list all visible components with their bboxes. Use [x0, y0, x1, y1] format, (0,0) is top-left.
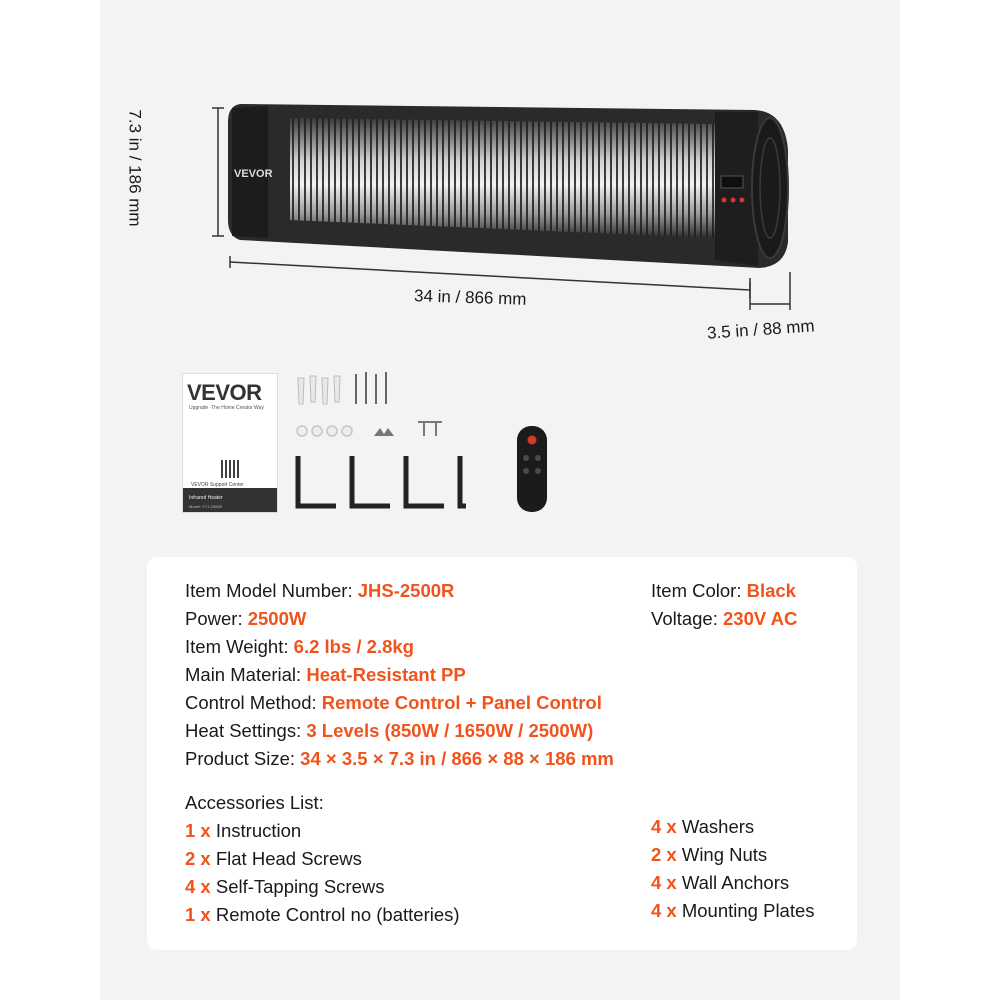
spec-row-label: Control Method:	[185, 692, 322, 713]
spec-row	[185, 720, 593, 742]
spec-row-value: 3 Levels (850W / 1650W / 2500W)	[306, 720, 594, 741]
depth-label: 3.5 in / 88 mm	[706, 316, 816, 343]
wall-anchor-icons	[298, 376, 340, 404]
accessory-item-right-label: 4 x	[651, 872, 677, 893]
spec-row-label: Product Size:	[185, 748, 301, 769]
accessory-item	[185, 848, 362, 870]
spec-row-value: 34 × 3.5 × 7.3 in / 866 × 88 × 186 mm	[300, 748, 614, 769]
spec-row-value: JHS-2500R	[357, 580, 455, 601]
spec-row	[185, 748, 614, 770]
heater-fan-grill	[752, 118, 788, 258]
spec-row-right	[651, 580, 796, 602]
accessory-item-value: Flat Head Screws	[210, 848, 362, 869]
accessory-item-right	[651, 816, 754, 838]
accessory-item-right-value: Wall Anchors	[676, 872, 790, 893]
flat-head-screw-icons	[418, 422, 442, 436]
spec-row-label: Power:	[185, 608, 248, 629]
accessory-item-right-label: 4 x	[651, 900, 677, 921]
heater-grille	[290, 118, 715, 238]
manual-tagline: Upgrade ·The Home Creator Way	[189, 405, 264, 411]
control-button-1	[722, 198, 727, 203]
spec-row	[185, 636, 414, 658]
accessory-item	[185, 904, 460, 926]
height-label: 7.3 in / 186 mm	[125, 109, 145, 227]
spec-row-right-label: Item Color:	[651, 580, 747, 601]
spec-row	[185, 608, 306, 630]
manual-model: Model: YTJ-2500R	[189, 504, 223, 509]
accessory-item-value: Instruction	[210, 820, 302, 841]
instruction-manual	[182, 373, 278, 513]
hardware-accessories	[290, 370, 470, 520]
accessory-item-label: 4 x	[185, 876, 211, 897]
accessory-item	[185, 820, 301, 842]
width-label: 34 in / 866 mm	[413, 286, 527, 309]
accessory-item-right	[651, 900, 815, 922]
washer-icons	[297, 426, 352, 436]
accessory-item-right-label: 4 x	[651, 816, 677, 837]
spec-row-right-value: Black	[746, 580, 796, 601]
accessory-item	[185, 876, 385, 898]
control-button-3	[740, 198, 745, 203]
spec-row-label: Item Weight:	[185, 636, 294, 657]
control-button-2	[731, 198, 736, 203]
wing-nut-icons	[374, 428, 394, 436]
accessory-item-label: 1 x	[185, 820, 211, 841]
spec-row-right-value: 230V AC	[723, 608, 798, 629]
spec-row-value: 6.2 lbs / 2.8kg	[293, 636, 414, 657]
accessory-item-right	[651, 844, 767, 866]
spec-row	[185, 692, 602, 714]
accessory-item-label: 2 x	[185, 848, 211, 869]
manual-brand: VEVOR	[187, 380, 262, 405]
spec-row-value: 2500W	[247, 608, 307, 629]
spec-row-right	[651, 608, 797, 630]
spec-row	[185, 664, 466, 686]
remote-control-icon	[516, 425, 548, 513]
accessory-item-right-value: Wing Nuts	[676, 844, 768, 865]
spec-row-value: Remote Control + Panel Control	[321, 692, 602, 713]
spec-row-label: Item Model Number:	[185, 580, 358, 601]
mounting-plate-icons	[298, 456, 466, 506]
spec-row-label: Heat Settings:	[185, 720, 307, 741]
screw-icons	[356, 372, 386, 404]
accessory-item-right-value: Mounting Plates	[676, 900, 815, 921]
width-dimension-line	[230, 262, 750, 290]
accessories-title: Accessories List:	[185, 792, 324, 813]
control-display	[721, 176, 743, 188]
accessory-item-right	[651, 872, 789, 894]
qr-code-icon	[221, 460, 239, 478]
spec-row	[185, 580, 454, 602]
spec-row-right-label: Voltage:	[651, 608, 724, 629]
accessory-item-label: 1 x	[185, 904, 211, 925]
spec-row-value: Heat-Resistant PP	[306, 664, 466, 685]
accessory-item-value: Remote Control no (batteries)	[210, 904, 460, 925]
accessory-item-value: Self-Tapping Screws	[210, 876, 385, 897]
manual-title: Infrared Heater	[189, 495, 223, 501]
manual-support: VEVOR Support Center	[191, 482, 244, 488]
accessory-item-right-label: 2 x	[651, 844, 677, 865]
heater-logo: VEVOR	[234, 168, 273, 180]
accessory-item-right-value: Washers	[676, 816, 755, 837]
spec-row-label: Main Material:	[185, 664, 307, 685]
